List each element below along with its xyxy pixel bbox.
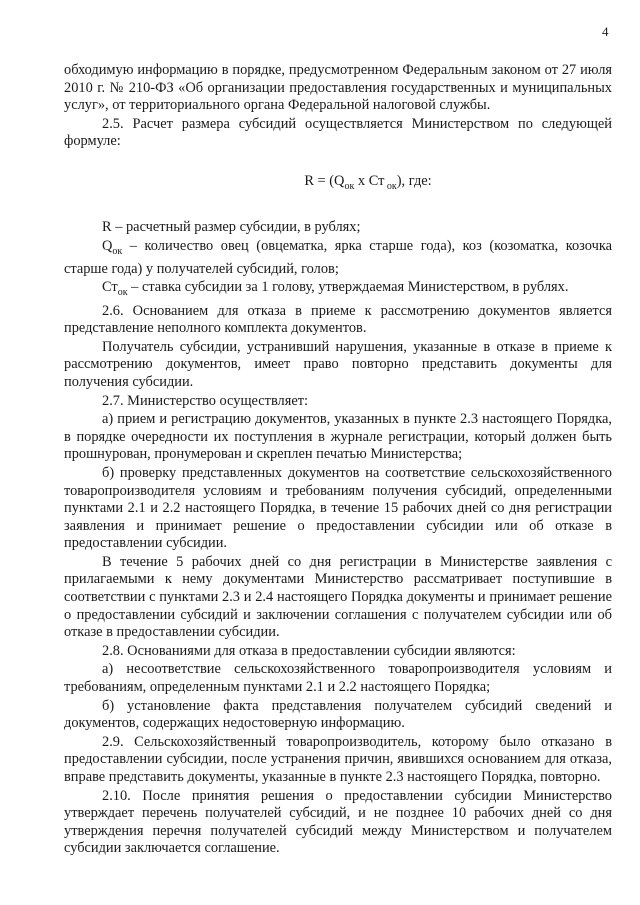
- subsidy-formula: $R = (Q_{ок}$ х Ст $_{ок}$), где:: [304, 172, 432, 192]
- paragraph-2-8-b: б) установление факта представления получателем субсидий сведений и документов, содержащих недостоверную информацию.: [64, 697, 612, 732]
- paragraph-2-10: 2.10. После принятия решения о предоставлении субсидии Министерство утверждает перечень получателей субсидий, и не позднее 10 рабочих дней со дня утверждения перечня получателей субсидий между Министерством и получателем субсидии заключается соглашение.: [64, 787, 612, 857]
- paragraph-2-7-a: а) прием и регистрацию документов, указанных в пункте 2.3 настоящего Порядка, в порядке очередности их поступления в журнале регистрации, который должен быть прошнурован, пронумерован и скреплен печатью Министерства;: [64, 411, 612, 463]
- paragraph-2-8-a: а) несоответствие сельскохозяйственного товаропроизводителя условиям и требованиям, определенным пунктами 2.1 и 2.2 настоящего Порядка;: [64, 661, 612, 696]
- definition-r: R – расчетный размер субсидии, в рублях;: [102, 219, 361, 236]
- paragraph-intro-continuation: обходимую информацию в порядке, предусмотренном Федеральным законом от 27 июля 2010 г. № 210-ФЗ «Об организации предоставления государственных и муниципальных услуг», от территориального органа Федеральной налоговой службы.: [64, 62, 612, 114]
- paragraph-2-6: 2.6. Основанием для отказа в приеме к рассмотрению документов является представление неполного комплекта документов.: [64, 302, 612, 337]
- paragraph-2-9: 2.9. Сельскохозяйственный товаропроизводитель, которому было отказано в предоставлении субсидии, после устранения причин, явившихся основанием для отказа, вправе представить документы, указанные в пункте 2.3 настоящего Порядка, повторно.: [64, 733, 612, 785]
- document-body: [64, 62, 612, 859]
- definition-st: $Ст_{ок}$ – ставка субсидии за 1 голову, утверждаемая Министерством, в рублях.: [102, 279, 569, 298]
- page-number: 4: [602, 24, 609, 39]
- paragraph-2-6-recipient: Получатель субсидии, устранивший нарушения, указанные в отказе в приеме к рассмотрению документов, имеет право повторно представить документы для получения субсидии.: [64, 338, 612, 390]
- paragraph-2-7: 2.7. Министерство осуществляет:: [102, 392, 309, 409]
- definition-q: $Q_{ок}$ – количество овец (овцематка, ярка старше года), коз (козоматка, козочка старше года) у получателей субсидий, голов;: [64, 238, 612, 277]
- paragraph-2-7-b: б) проверку представленных документов на соответствие сельскохозяйственного товаропроизводителя условиям и требованиям получения субсидий, определенными пунктами 2.1 и 2.2 настоящего Порядка, в течение 15 рабочих дней со дня регистрации заявления и принимает решение о предоставлении субсидии или об отказе в предоставлении субсидии.: [64, 464, 612, 552]
- paragraph-2-5: 2.5. Расчет размера субсидий осуществляется Министерством по следующей формуле:: [64, 115, 612, 150]
- paragraph-2-8: 2.8. Основаниями для отказа в предоставлении субсидии являются:: [102, 642, 516, 659]
- paragraph-2-7-term: В течение 5 рабочих дней со дня регистрации в Министерстве заявления с прилагаемыми к нему документами Министерство рассматривает поступившие в соответствии с пунктами 2.3 и 2.4 настоящего Порядка документы и принимает решение о предоставлении субсидий и заключении соглашения с получателем субсидии или об отказе в предоставлении субсидии.: [64, 553, 612, 641]
- formula-definitions: [64, 219, 612, 301]
